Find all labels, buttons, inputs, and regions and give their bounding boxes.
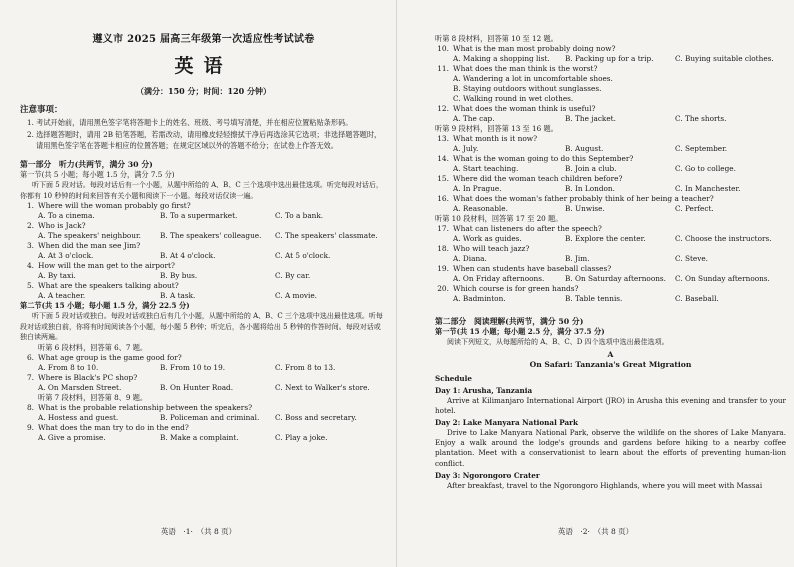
question-text: Which course is for green hands?	[453, 284, 579, 293]
question-text: What are the speakers talking about?	[38, 281, 179, 290]
question	[20, 261, 387, 281]
question	[435, 194, 786, 214]
option-b: B. Packing up for a trip.	[565, 54, 654, 63]
section-instructions: 听下面 5 段对话或独白。每段对话或独白后有几个小题，从题中所给的 A、B、C 三个选项中选出最佳选项。听每段对话或独白前，你将有时间阅读各个小题，每小题 5 秒钟；听完后，各小题将给出 5 秒钟的作答时间。每段对话或独白读两遍。	[20, 312, 383, 341]
option-b: B. From 10 to 19.	[160, 362, 226, 372]
question-text: What month is it now?	[453, 134, 538, 143]
question-number: 8.	[26, 402, 34, 412]
question-text: Where did the woman teach children before?	[453, 174, 623, 183]
question-number: 11.	[437, 64, 449, 73]
question-number: 14.	[437, 154, 449, 163]
option-c: C. Walking round in wet clothes.	[453, 94, 574, 103]
question	[20, 403, 387, 423]
question-text: What is the probable relationship between the speakers?	[38, 402, 253, 412]
question	[435, 224, 786, 244]
option-a: A. On Marsden Street.	[38, 382, 122, 392]
question	[435, 134, 786, 154]
option-a: A. From 8 to 10.	[38, 362, 99, 372]
option-a: A. The speakers' neighbour.	[38, 231, 141, 240]
page-footer: 英语 ·2· （共 8 页）	[557, 527, 634, 536]
section-instructions: 阅读下列短文，从每题所给的 A、B、C、D 四个选项中选出最佳选项。	[447, 338, 669, 346]
listening-cue: 听第 6 段材料，回答第 6、7 题。	[38, 342, 148, 352]
note-item: 1. 考试开始前，请用黑色签字笔将答题卡上的姓名、班级、考号填写清楚，并在相应位置粘贴条形码。	[27, 118, 353, 127]
question-number: 7.	[26, 372, 34, 382]
option-c: C. Baseball.	[675, 294, 719, 303]
question-number: 9.	[26, 422, 34, 432]
option-a: A. To a cinema.	[38, 211, 95, 220]
option-a: A. Badminton.	[453, 294, 506, 303]
question	[20, 281, 387, 301]
question	[20, 423, 387, 443]
question-text: What is the man most probably doing now?	[453, 44, 616, 53]
question-number: 12.	[437, 104, 449, 113]
option-a: A. Wandering a lot in uncomfortable shoes.	[453, 74, 613, 83]
option-a: A. Making a shopping list.	[453, 54, 550, 63]
option-c: C. The shorts.	[675, 114, 727, 123]
option-b: B. The jacket.	[565, 114, 616, 123]
page-footer: 英语 ·1· （共 8 页）	[160, 527, 237, 536]
question-text: When did the man see Jim?	[38, 241, 141, 250]
option-a: A. Give a promise.	[38, 432, 106, 442]
option-c: C. To a bank.	[275, 211, 324, 220]
option-a: A. Start teaching.	[453, 164, 519, 173]
question-text: Where will the woman probably go first?	[38, 201, 191, 210]
question	[435, 264, 786, 284]
note-item: 2. 选择题答题时，请用 2B 铅笔答题，若需改动，请用橡皮轻轻擦拭干净后再选涂其它选项；非选择题答题时，请用黑色签字笔在答题卡相应的位置答题；在规定区域以外的答题不给分；在试卷上作答无效。	[27, 130, 382, 150]
question-number: 15.	[437, 174, 449, 183]
option-a: A. Diana.	[453, 254, 487, 263]
option-c: C. Steve.	[675, 254, 708, 263]
exam-page-2	[397, 0, 794, 567]
option-b: B. To a supermarket.	[160, 211, 238, 220]
listening-cue: 听第 9 段材料，回答第 13 至 16 题。	[435, 124, 558, 133]
passage-letter: A	[607, 349, 614, 359]
option-a: A. The cap.	[453, 114, 495, 123]
question-number: 20.	[437, 284, 449, 293]
question-text: What does the man think is the worst?	[453, 64, 598, 73]
question	[435, 64, 786, 104]
day-heading: Day 1: Arusha, Tanzania	[435, 385, 533, 395]
question	[20, 353, 387, 373]
day-heading: Day 3: Ngorongoro Crater	[435, 470, 540, 480]
question-number: 17.	[437, 224, 449, 233]
option-b: B. Explore the center.	[565, 234, 646, 243]
question-number: 16.	[437, 194, 449, 203]
question	[20, 201, 387, 221]
part-heading: 第一部分 听力(共两节，满分 30 分)	[20, 160, 153, 169]
option-b: B. Make a complaint.	[160, 432, 239, 442]
notes-title: 注意事项：	[20, 105, 63, 115]
question-text: What age group is the game good for?	[38, 352, 182, 362]
option-c: C. Go to college.	[675, 164, 736, 173]
question-text: Who will teach jazz?	[453, 244, 530, 253]
option-a: A. In Prague.	[453, 184, 502, 193]
option-c: C. Choose the instructors.	[675, 234, 772, 243]
question-number: 5.	[26, 281, 34, 290]
question-text: Where is Black's PC shop?	[38, 372, 138, 382]
option-b: B. On Hunter Road.	[160, 382, 234, 392]
section-heading: 第二节(共 15 小题；每小题 1.5 分，满分 22.5 分)	[20, 301, 190, 310]
option-a: A. July.	[453, 144, 479, 153]
option-c: C. In Manchester.	[675, 184, 741, 193]
question	[20, 373, 387, 393]
section-heading: 第一节(共 5 小题；每小题 1.5 分，满分 7.5 分)	[20, 170, 175, 179]
day-description: Arrive at Kilimanjaro International Airport (JRO) in Arusha this evening and transfer to your hotel.	[435, 395, 786, 415]
part-heading: 第二部分 阅读理解(共两节，满分 50 分)	[435, 317, 584, 326]
schedule-heading: Schedule	[435, 373, 472, 383]
option-c: C. By car.	[275, 271, 311, 280]
listening-cue: 听第 7 段材料，回答第 8、9 题。	[38, 392, 148, 402]
option-b: B. The speakers' colleague.	[160, 231, 262, 240]
question-text: What does the woman's father probably think of her being a teacher?	[453, 194, 714, 203]
question	[435, 104, 786, 124]
question-text: What does the woman think is useful?	[453, 104, 596, 113]
option-b: B. Table tennis.	[565, 294, 623, 303]
question-text: Who is Jack?	[38, 221, 86, 230]
day-heading: Day 2: Lake Manyara National Park	[435, 417, 578, 427]
option-c: C. Next to Walker's store.	[275, 382, 370, 392]
listening-cue: 听第 10 段材料，回答第 17 至 20 题。	[435, 214, 563, 223]
option-c: C. Boss and secretary.	[275, 412, 357, 422]
question-number: 19.	[437, 264, 449, 273]
option-c: C. Play a joke.	[275, 432, 328, 442]
question-number: 13.	[437, 134, 449, 143]
section-instructions: 听下面 5 段对话。每段对话后有一个小题，从题中所给的 A、B、C 三个选项中选出最佳选项。听完每段对话后，你都有 10 秒钟的时间来回答有关小题和阅读下一小题。每段对话仅读一遍。	[20, 181, 383, 200]
question-number: 6.	[26, 352, 34, 362]
subject-title: 英语	[174, 55, 233, 77]
option-b: B. August.	[565, 144, 604, 153]
question-number: 4.	[26, 261, 34, 270]
question	[20, 221, 387, 241]
option-b: B. Join a club.	[565, 164, 617, 173]
option-b: B. On Saturday afternoons.	[565, 274, 666, 283]
question-text: When can students have baseball classes?	[453, 264, 612, 273]
option-b: B. By bus.	[160, 271, 198, 280]
option-b: B. Jim.	[565, 254, 590, 263]
option-c: C. On Sunday afternoons.	[675, 274, 770, 283]
question-number: 2.	[26, 221, 34, 230]
exam-title: 遵义市 2025 届高三年级第一次适应性考试试卷	[92, 34, 315, 45]
question-text: How will the man get to the airport?	[38, 261, 175, 270]
question-text: What can listeners do after the speech?	[453, 224, 602, 233]
option-a: A. Work as guides.	[453, 234, 522, 243]
passage-title: On Safari: Tanzania's Great Migration	[529, 359, 692, 369]
question-number: 10.	[437, 44, 449, 53]
option-b: B. A task.	[160, 291, 196, 300]
question	[435, 154, 786, 174]
option-c: C. Perfect.	[675, 204, 714, 213]
question	[435, 44, 786, 64]
question	[20, 241, 387, 261]
option-b: B. At 4 o'clock.	[160, 251, 216, 260]
question-text: What does the man try to do in the end?	[38, 422, 189, 432]
score-time-line: （满分：150 分；时间：120 分钟）	[136, 86, 271, 96]
question-number: 1.	[26, 201, 34, 210]
day-description: After breakfast, travel to the Ngorongoro Highlands, where you will meet with Massai	[447, 480, 763, 490]
option-a: A. By taxi.	[38, 271, 76, 280]
option-a: A. Hostess and guest.	[38, 412, 119, 422]
question	[435, 284, 786, 304]
question-number: 18.	[437, 244, 449, 253]
option-a: A. On Friday afternoons.	[453, 274, 545, 283]
option-a: A. Reasonable.	[453, 204, 508, 213]
option-c: C. A movie.	[275, 291, 317, 300]
option-a: A. At 3 o'clock.	[38, 251, 94, 260]
option-b: B. Staying outdoors without sunglasses.	[453, 84, 602, 93]
question	[435, 174, 786, 194]
listening-cue: 听第 8 段材料，回答第 10 至 12 题。	[435, 34, 558, 43]
question	[435, 244, 786, 264]
question-text: What is the woman going to do this September?	[453, 154, 634, 163]
option-b: B. Unwise.	[565, 204, 605, 213]
option-c: C. September.	[675, 144, 728, 153]
option-c: C. Buying suitable clothes.	[675, 54, 774, 63]
option-c: C. At 5 o'clock.	[275, 251, 331, 260]
option-c: C. The speakers' classmate.	[275, 231, 378, 240]
day-description: Drive to Lake Manyara National Park, observe the wildlife on the shores of Lake Manyara. Enjoy a walk around the lodge's grounds and gardens before hiking to a nearby coffee plantation. Meet with a conservationist to learn about the efforts of preventing human-lion conflict.	[435, 427, 786, 468]
option-a: A. A teacher.	[38, 291, 86, 300]
question-number: 3.	[26, 241, 34, 250]
section-heading: 第一节(共 15 小题；每小题 2.5 分，满分 37.5 分)	[435, 327, 605, 336]
option-b: B. In London.	[565, 184, 615, 193]
option-b: B. Policeman and criminal.	[160, 412, 260, 422]
option-c: C. From 8 to 13.	[275, 362, 336, 372]
